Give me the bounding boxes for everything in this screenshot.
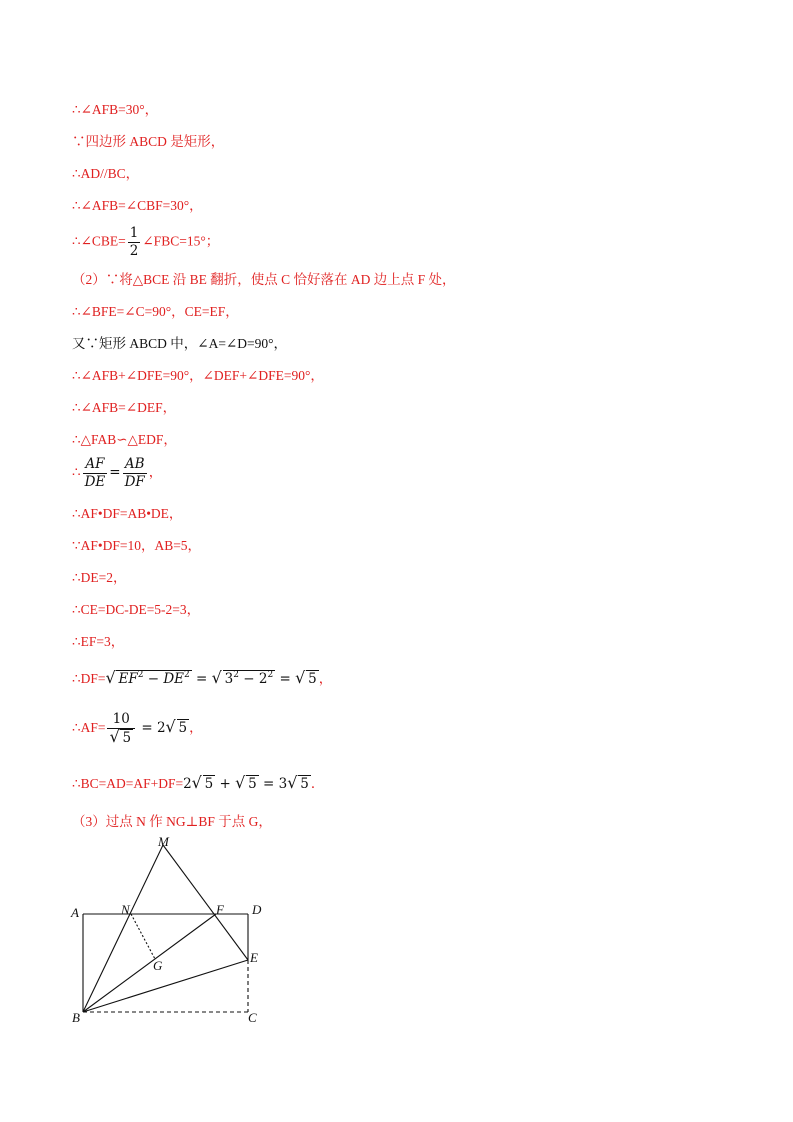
line-part2-intro: （2）∵将△BCE 沿 BE 翻折，使点 C 恰好落在 AD 边上点 F 处， [72,272,456,287]
segment-be [83,960,248,1012]
segment-bf [83,914,216,1012]
radical-3-2: √ $3^2 - 2^2$ [211,668,274,687]
line-16: ∴CE=DC-DE=5-2=3， [72,602,201,617]
label-e: E [250,950,258,965]
line-1: ∴∠AFB=30°， [72,102,159,117]
line-2: ∵四边形 ABCD 是矩形， [72,134,225,149]
line-15: ∴DE=2， [72,570,127,585]
radical-5: √ 5 [295,668,317,687]
line-7: ∴∠BFE=∠C=90°，CE=EF， [72,304,239,319]
radical-5: √ 5 [287,773,309,792]
line-5: ∴∠CBE= $\frac{1}{2}$ ∠FBC=15°； [72,225,220,259]
fraction-half: $\frac{1}{2}$ [129,225,139,259]
line-4: ∴∠AFB=∠CBF=30°， [72,198,203,213]
line-part3-intro: （3）过点 N 作 NG⊥BF 于点 G， [72,814,272,829]
line-3: ∴AD//BC， [72,166,140,181]
line-17: ∴EF=3， [72,634,125,649]
line-9: ∴∠AFB+∠DFE=90°，∠DEF+∠DFE=90°， [72,368,324,383]
radical-5: √ 5 [165,717,188,737]
radical-5: √ 5 [235,773,257,792]
line-8: 又∵矩形 ABCD 中，∠A=∠D=90°， [72,336,288,351]
fraction-10-root5: 10 √ 5 [107,711,135,747]
line-13: ∴AF•DF=AB•DE， [72,506,183,521]
line-12-proportion: ∴ $\frac{AF}{DE}$ = $\frac{AB}{DF}$ ， [72,456,163,490]
segment-ng [131,914,155,959]
segment-bm [83,845,163,1012]
radical-ef-de: √ $EF^2 - DE^2$ [105,668,190,687]
radical-5: √ 5 [191,773,214,792]
label-m: M [158,834,169,849]
line-10: ∴∠AFB=∠DEF， [72,400,177,415]
label-a: A [71,905,79,920]
line-18-df: ∴DF= √ $EF^2 - DE^2$ = √ $3^2 - 2^2$ = √ 5 ， [72,668,333,687]
fraction-af-de: $\frac{AF}{DE}$ [84,456,106,490]
line-14: ∵AF•DF=10，AB=5， [72,538,202,553]
line-11: ∴△FAB∽△EDF， [72,432,177,447]
label-n: N [121,902,130,917]
label-b: B [72,1010,80,1025]
segment-me [163,845,248,960]
line-20-bc: ∴BC=AD=AF+DF=2 √ 5 + √ 5 = 3 √ 5 ． [72,773,325,792]
label-c: C [248,1010,257,1025]
label-d: D [252,902,262,917]
line-19-af: ∴AF= 10 √ 5 = 2 √ 5 ， [72,711,203,746]
fraction-ab-df: $\frac{AB}{DF}$ [124,456,145,490]
label-f: F [216,902,224,917]
label-g: G [153,958,163,973]
geometry-diagram [66,832,276,1032]
